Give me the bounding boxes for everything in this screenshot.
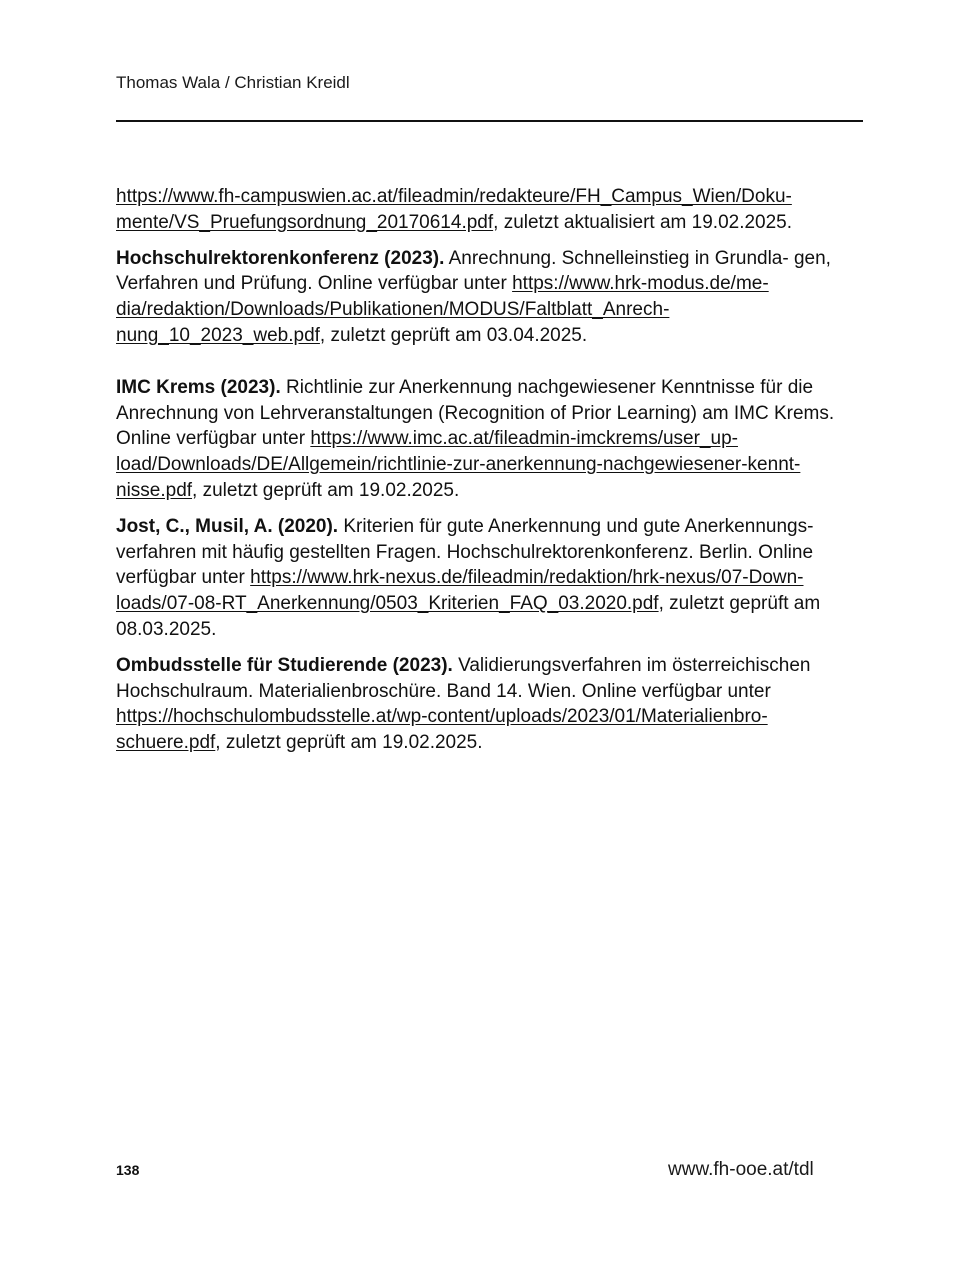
reference-suffix: , zuletzt geprüft am 19.02.2025. [215, 732, 483, 754]
reference-entry-hrk-2023 [116, 246, 866, 349]
link-line: nisse.pdf [116, 479, 193, 501]
link-line: https://www.hrk-modus.de/me- [512, 273, 769, 295]
reference-text: Richtlinie zur Anerkennung nachgewiesener Kenntnisse für die Anrechnung von Lehrveranstaltungen (Recognition of Prior Learning) am IMC Krems. Online verfügbar unter [116, 376, 835, 450]
reference-suffix: , zuletzt aktualisiert am 19.02.2025. [493, 211, 793, 233]
reference-suffix: , zuletzt geprüft am 19.02.2025. [192, 479, 460, 501]
running-header-authors: Thomas Wala / Christian Kreidl [116, 73, 350, 92]
link-line: https://www.fh-campuswien.ac.at/fileadmin/redakteure/FH_Campus_Wien/Doku- [116, 186, 792, 207]
reference-author: IMC Krems (2023). [116, 376, 281, 398]
reference-entry-imc-krems [116, 375, 866, 504]
link-line: https://www.hrk-nexus.de/fileadmin/redaktion/hrk-nexus/07-Down- [250, 567, 804, 589]
reference-author: Hochschulrektorenkonferenz (2023). [116, 247, 445, 269]
link-line: dia/redaktion/Downloads/Publikationen/MODUS/Faltblatt_Anrech- [116, 299, 670, 321]
reference-author: Ombudsstelle für Studierende (2023). [116, 654, 453, 676]
link-line: load/Downloads/DE/Allgemein/richtlinie-zur-anerkennung-nachgewiesener-kennt- [116, 454, 801, 476]
reference-entry-jost-musil [116, 514, 866, 643]
reference-suffix: , zuletzt geprüft am 08.03.2025. [116, 593, 821, 640]
reference-text: Kriterien für gute Anerkennung und gute Anerkennungs- verfahren mit häufig gestellten Fragen. Hochschulrektorenkonferenz. Berlin. Online verfügbar unter [116, 515, 814, 589]
link-line: nung_10_2023_web.pdf [116, 324, 320, 346]
page-number: 138 [116, 1162, 140, 1178]
header-divider [116, 120, 863, 122]
reference-text: Anrechnung. Schnelleinstieg in Grundla- gen, Verfahren und Prüfung. Online verfügbar unter [116, 247, 831, 295]
reference-entry-fh-campus-wien [116, 184, 866, 236]
reference-suffix: , zuletzt geprüft am 03.04.2025. [319, 324, 588, 346]
link-line: mente/VS_Pruefungsordnung_20170614.pdf [116, 211, 494, 233]
footer-website: www.fh-ooe.at/tdl [668, 1159, 814, 1180]
reference-entry-ombudsstelle [116, 653, 866, 756]
link-line: loads/07-08-RT_Anerkennung/0503_Kriterien_FAQ_03.2020.pdf [116, 593, 659, 615]
link-line: https://www.imc.ac.at/fileadmin-imckrems/user_up- [310, 428, 738, 450]
reference-text: Validierungsverfahren im österreichischen Hochschulraum. Materialienbroschüre. Band 14. Wien. Online verfügbar unter [116, 654, 811, 702]
reference-author: Jost, C., Musil, A. (2020). [116, 515, 339, 537]
link-line: https://hochschulombudsstelle.at/wp-content/uploads/2023/01/Materialienbro- [116, 706, 768, 728]
reference-list [116, 184, 866, 766]
link-line: schuere.pdf [116, 732, 216, 754]
